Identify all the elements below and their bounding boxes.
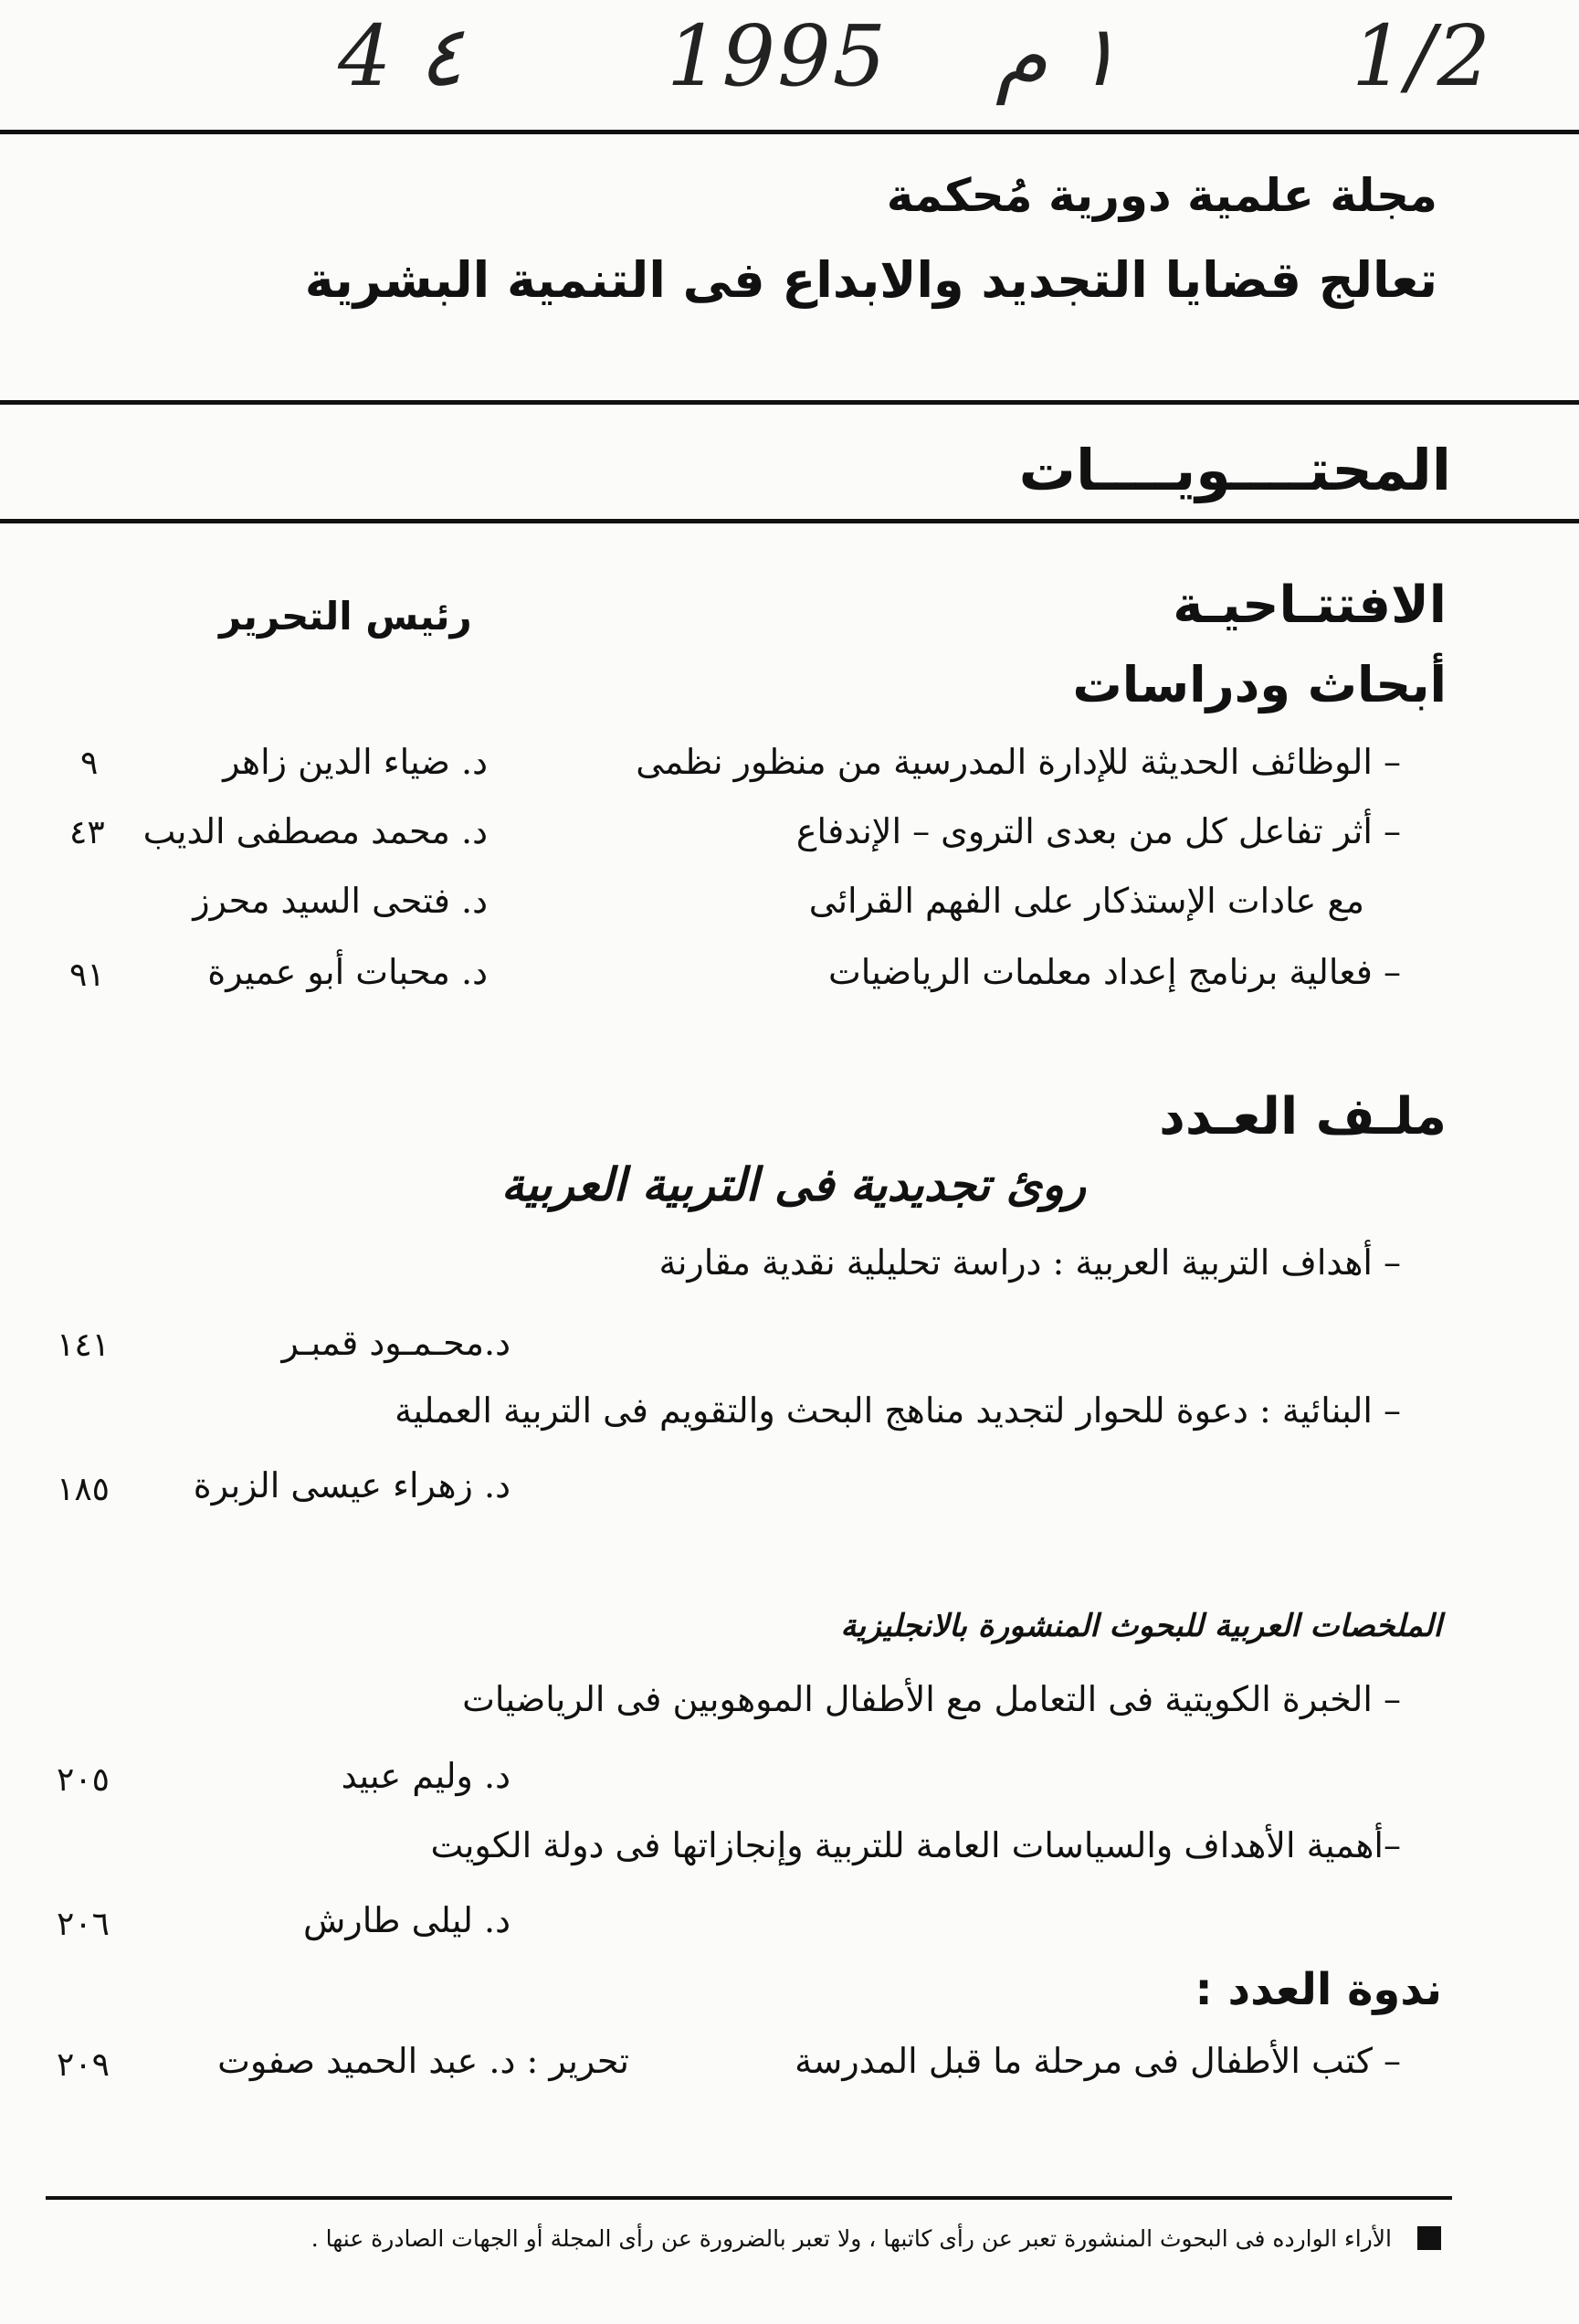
issue-file-entry-2-author: د. زهراء عيسى الزبرة <box>193 1465 511 1505</box>
issue-file-entry-2-title: – البنائية : دعوة للحوار لتجديد مناهج البحث والتقويم فى التربية العملية <box>395 1390 1401 1431</box>
opening-author: رئيس التحرير <box>219 594 472 639</box>
disclaimer-text: الأراء الوارده فى البحوث المنشورة تعبر عن رأى كاتبها ، ولا تعبر بالضرورة عن رأى المجلة أو الجهات الصادرة عنها . <box>311 2225 1392 2252</box>
issue-file-entry-1-title: – أهداف التربية العربية : دراسة تحليلية نقدية مقارنة <box>658 1242 1401 1283</box>
abstracts-entry-2-title: –أهمية الأهداف والسياسات العامة للتربية وإنجازاتها فى دولة الكويت <box>430 1825 1401 1865</box>
symposium-title: – كتب الأطفال فى مرحلة ما قبل المدرسة <box>795 2041 1401 2081</box>
symposium-editor: تحرير : د. عبد الحميد صفوت <box>217 2041 629 2081</box>
handwritten-code: 4 ٤ <box>338 7 464 105</box>
research-entry-4-author: د. محبات أبو عميرة <box>207 952 488 992</box>
research-entry-1-page: ٩ <box>80 745 99 782</box>
abstracts-entry-1-author: د. وليم عبيد <box>341 1756 511 1796</box>
masthead-rule <box>0 400 1579 405</box>
research-entry-1-title: – الوظائف الحديثة للإدارة المدرسية من منظور نظمى <box>636 742 1401 782</box>
abstracts-entry-1-title: – الخبرة الكويتية فى التعامل مع الأطفال الموهوبين فى الرياضيات <box>462 1679 1401 1719</box>
handwritten-year: 1995 <box>667 7 889 105</box>
symposium-page: ٢٠٩ <box>57 2046 111 2084</box>
handwritten-volume: ١ م <box>995 7 1120 105</box>
issue-file-heading: ملـف العـدد <box>1159 1087 1447 1146</box>
abstracts-entry-2-author: د. ليلى طارش <box>302 1900 511 1940</box>
top-rule <box>0 130 1579 134</box>
issue-file-subheading: روئ تجديدية فى التربية العربية <box>500 1158 1086 1211</box>
issue-file-entry-1-author: د.محـمـود قمبـر <box>281 1323 511 1363</box>
issue-file-entry-1-page: ١٤١ <box>57 1326 111 1364</box>
disclaimer-bullet <box>1417 2226 1441 2250</box>
abstracts-heading: الملخصات العربية للبحوث المنشورة بالانجليزية <box>840 1608 1442 1644</box>
abstracts-entry-1-page: ٢٠٥ <box>57 1761 111 1799</box>
research-entry-3-title: مع عادات الإستذكار على الفهم القرائى <box>808 881 1364 921</box>
issue-file-entry-2-page: ١٨٥ <box>57 1471 111 1508</box>
handwritten-issue: 1/2 <box>1352 7 1493 105</box>
research-entry-4-title: – فعالية برنامج إعداد معلمات الرياضيات <box>827 952 1401 992</box>
contents-rule <box>0 519 1579 523</box>
contents-title: المحتــــويــــات <box>1018 437 1451 503</box>
research-heading: أبحاث ودراسات <box>1072 656 1447 713</box>
research-entry-2-author: د. محمد مصطفى الديب <box>142 811 488 851</box>
masthead-line1: مجلة علمية دورية مُحكمة <box>886 169 1437 222</box>
abstracts-entry-2-page: ٢٠٦ <box>57 1906 111 1943</box>
research-entry-1-author: د. ضياء الدين زاهر <box>223 742 488 782</box>
research-entry-3-author: د. فتحى السيد محرز <box>193 881 488 921</box>
masthead-line2: تعالج قضايا التجديد والابداع فى التنمية البشرية <box>304 251 1437 309</box>
symposium-heading: ندوة العدد : <box>1195 1964 1442 2015</box>
research-entry-4-page: ٩١ <box>69 956 105 994</box>
footer-rule <box>46 2196 1452 2200</box>
research-entry-2-page: ٤٣ <box>69 814 105 851</box>
opening-heading: الافتتـاحيـة <box>1173 576 1447 635</box>
research-entry-2-title: – أثر تفاعل كل من بعدى التروى – الإندفاع <box>795 811 1401 851</box>
